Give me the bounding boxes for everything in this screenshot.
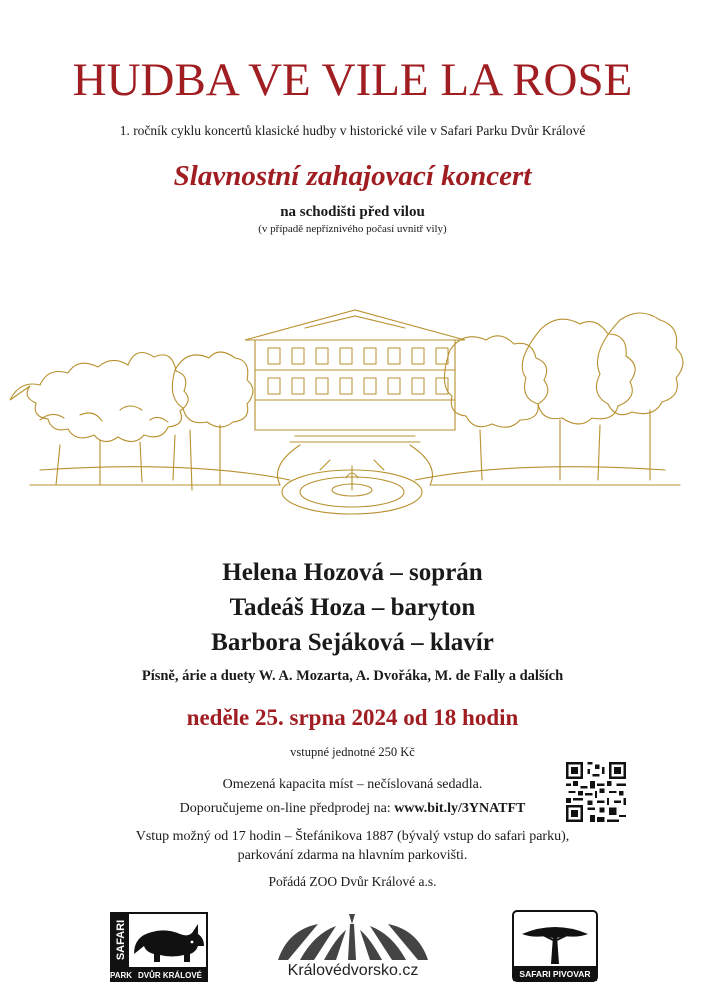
entry-info: Vstup možný od 17 hodin – Štefánikova 1887 (bývalý vstup do safari parku), xyxy=(135,829,570,844)
dvur-kralove-text: DVŮR KRÁLOVÉ xyxy=(137,971,203,980)
kralovedvorsko-text: Královédvorsko.cz xyxy=(287,962,419,979)
safari-side-text: SAFARI xyxy=(115,919,127,961)
capacity-note: Omezená kapacita míst – nečíslovaná sedadla. xyxy=(222,777,483,792)
kralovedvorsko-logo xyxy=(268,912,438,984)
presale-link[interactable]: www.bit.ly/3YNATFT xyxy=(394,801,526,816)
villa-illustration xyxy=(0,280,705,530)
event-date: neděle 25. srpna 2024 od 18 hodin xyxy=(186,705,519,730)
kralovedvorsko-graphic xyxy=(268,912,438,962)
weather-note: (v případě nepříznivého počasí uvnitř vily) xyxy=(258,223,447,235)
ticket-price: vstupné jednotné 250 Kč xyxy=(290,745,415,759)
safari-pivovar-logo xyxy=(512,910,598,982)
qr-code[interactable] xyxy=(566,762,626,822)
series-subtitle: 1. ročník cyklu koncertů klasické hudby v historické vile v Safari Parku Dvůr Králové xyxy=(119,123,586,138)
venue-location: na schodišti před vilou xyxy=(280,204,425,220)
park-text: PARK xyxy=(110,971,133,980)
safari-park-logo xyxy=(110,912,208,982)
performer-piano: Barbora Sejáková – klavír xyxy=(211,629,494,656)
poster-title: HUDBA VE VILE LA ROSE xyxy=(72,54,633,106)
pivovar-text: SAFARI PIVOVAR xyxy=(519,969,591,979)
concert-title: Slavnostní zahajovací koncert xyxy=(173,160,532,192)
program-description: Písně, árie a duety W. A. Mozarta, A. Dvořáka, M. de Fally a dalších xyxy=(141,668,564,684)
organizer: Pořádá ZOO Dvůr Králové a.s. xyxy=(268,874,437,889)
performer-soprano: Helena Hozová – soprán xyxy=(222,559,483,586)
performer-baritone: Tadeáš Hoza – baryton xyxy=(229,594,476,621)
parking-info: parkování zdarma na hlavním parkovišti. xyxy=(237,848,468,863)
presale-label: Doporučujeme on-line předprodej na: xyxy=(179,801,395,816)
